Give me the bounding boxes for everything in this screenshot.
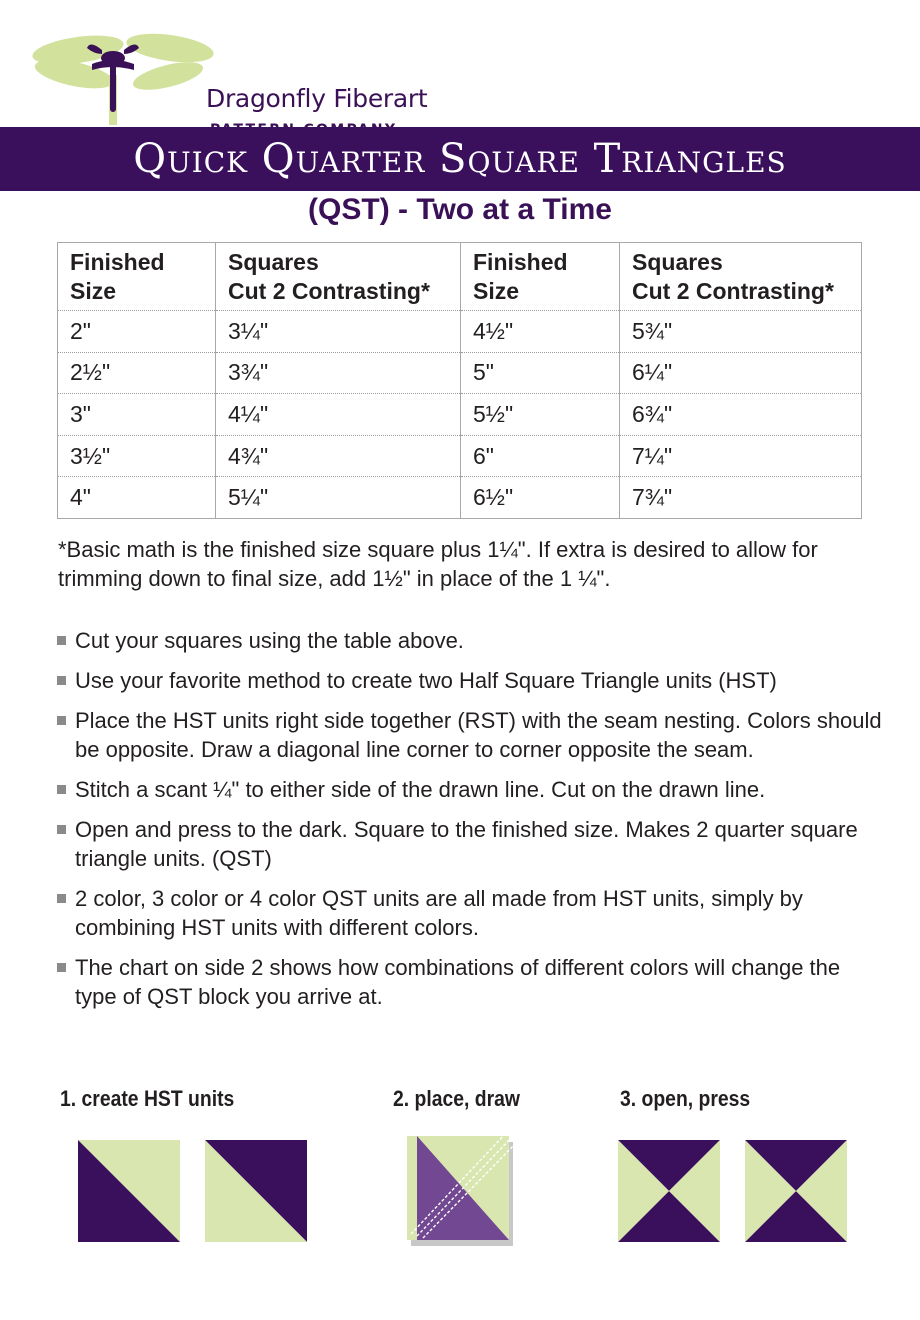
diagram-label-step1: 1. create HST units (60, 1086, 235, 1111)
list-item: 2 color, 3 color or 4 color QST units are all made from HST units, simply by combining HST units with different colors. (56, 884, 886, 942)
table-cell: 7¼" (620, 435, 862, 477)
table-cell: 7¾" (620, 477, 862, 519)
qst-unit-icon (618, 1140, 720, 1242)
hst-unit-icon (205, 1140, 307, 1242)
table-cell: 6" (461, 435, 620, 477)
diagram-label-step2: 2. place, draw (393, 1086, 520, 1111)
size-table (57, 242, 862, 519)
table-cell: 4¼" (216, 394, 461, 436)
hst-unit-icon (78, 1140, 180, 1242)
square-bullet-icon (57, 636, 66, 645)
page-subtitle: (QST) - Two at a Time (308, 193, 612, 226)
page-title: Quick Quarter Square Triangles (133, 136, 787, 182)
table-cell: 5¼" (216, 477, 461, 519)
table-cell: 3½" (58, 435, 216, 477)
list-item: Place the HST units right side together (RST) with the seam nesting. Colors should be opposite. Draw a diagonal line corner to corner opposite the seam. (56, 706, 886, 764)
footnote: *Basic math is the finished size square plus 1¼". If extra is desired to allow for trimming down to final size, add 1½" in place of the 1 ¼". (58, 537, 818, 591)
table-cell: 4½" (461, 311, 620, 353)
square-bullet-icon (57, 894, 66, 903)
table-row (58, 435, 862, 477)
square-bullet-icon (57, 716, 66, 725)
table-cell: 6¾" (620, 394, 862, 436)
square-bullet-icon (57, 676, 66, 685)
table-cell: 6½" (461, 477, 620, 519)
table-cell: 3" (58, 394, 216, 436)
diagram-label-step3: 3. open, press (620, 1086, 751, 1111)
instruction-list (56, 626, 886, 1022)
list-item: Stitch a scant ¼" to either side of the drawn line. Cut on the drawn line. (56, 775, 886, 804)
place-draw-diagram (403, 1130, 523, 1252)
table-cell: 3¾" (216, 352, 461, 394)
table-cell: 5½" (461, 394, 620, 436)
hst-units-diagram (78, 1140, 308, 1242)
brand-logo (30, 30, 430, 125)
table-cell: 5¾" (620, 311, 862, 353)
column-header: Squares Cut 2 Contrasting* (216, 243, 461, 311)
table-cell: 3¼" (216, 311, 461, 353)
table-cell: 4" (58, 477, 216, 519)
list-item: Open and press to the dark. Square to the finished size. Makes 2 quarter square triangle units. (QST) (56, 815, 886, 873)
table-cell: 6¼" (620, 352, 862, 394)
qst-units-diagram (618, 1140, 848, 1242)
table-header-row (58, 243, 862, 311)
list-item: The chart on side 2 shows how combinations of different colors will change the type of QST block you arrive at. (56, 953, 886, 1011)
table-row (58, 352, 862, 394)
table-row (58, 477, 862, 519)
list-item: Use your favorite method to create two Half Square Triangle units (HST) (56, 666, 886, 695)
table-cell: 2" (58, 311, 216, 353)
table-cell: 4¾" (216, 435, 461, 477)
column-header: Finished Size (461, 243, 620, 311)
table-row (58, 311, 862, 353)
list-item: Cut your squares using the table above. (56, 626, 886, 655)
title-bar (0, 127, 920, 191)
brand-name: Dragonfly Fiberart (206, 84, 428, 113)
table-row (58, 394, 862, 436)
qst-unit-icon (745, 1140, 847, 1242)
dragonfly-icon (30, 30, 230, 125)
square-bullet-icon (57, 785, 66, 794)
table-cell: 5" (461, 352, 620, 394)
column-header: Finished Size (58, 243, 216, 311)
column-header: Squares Cut 2 Contrasting* (620, 243, 862, 311)
square-bullet-icon (57, 963, 66, 972)
square-bullet-icon (57, 825, 66, 834)
table-cell: 2½" (58, 352, 216, 394)
